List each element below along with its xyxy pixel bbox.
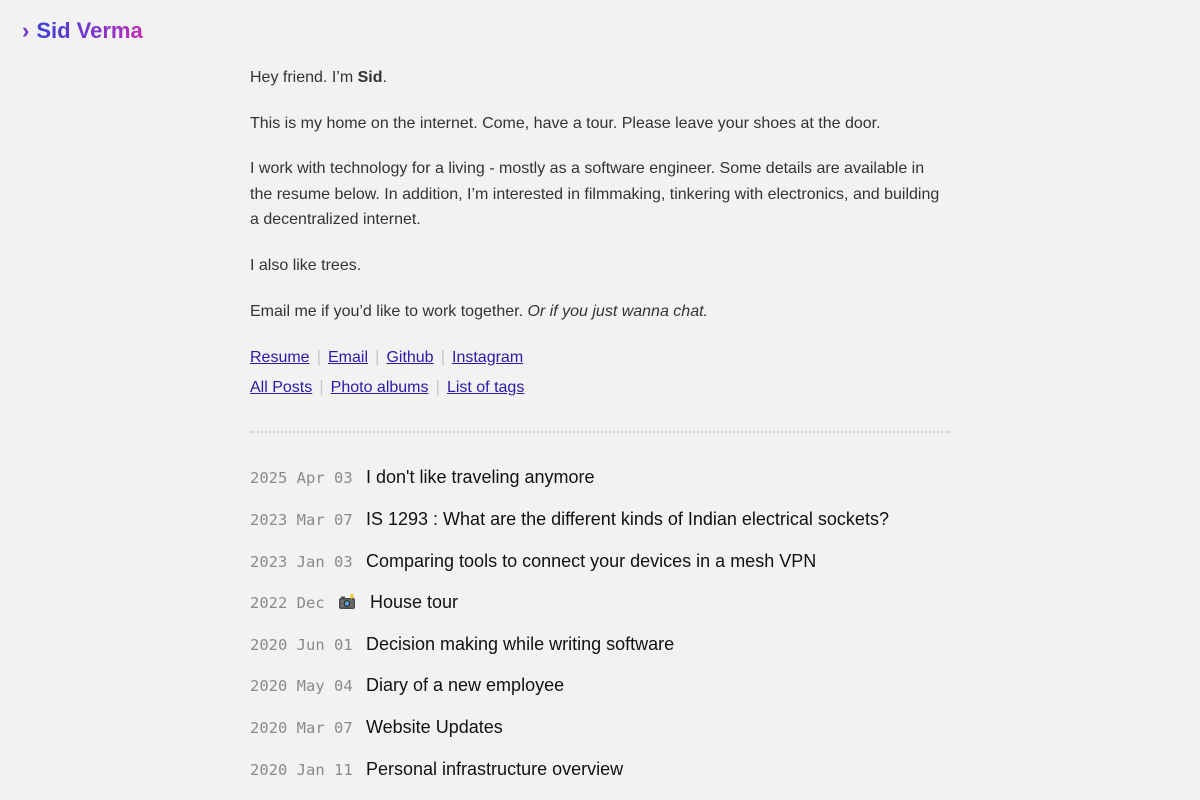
instagram-link[interactable]: Instagram xyxy=(452,349,524,366)
link-separator: | xyxy=(375,347,380,366)
greeting-name: Sid xyxy=(357,69,383,86)
email-plain-text: Email me if you’d like to work together. xyxy=(250,303,528,320)
post-title-link[interactable]: Comparing tools to connect your devices in a mesh VPN xyxy=(366,551,817,571)
post-date: 2023 Mar 07 xyxy=(250,511,353,529)
greeting-suffix: . xyxy=(382,69,387,86)
post-item xyxy=(250,717,503,738)
intro-greeting xyxy=(250,65,950,91)
link-separator: | xyxy=(435,377,440,396)
post-item xyxy=(250,675,564,696)
links-row-secondary xyxy=(250,377,524,398)
link-separator: | xyxy=(316,347,321,366)
greeting-prefix: Hey friend. I’m xyxy=(250,69,358,86)
all-posts-link[interactable]: All Posts xyxy=(250,379,313,396)
intro-home-text: This is my home on the internet. Come, have a tour. Please leave your shoes at the door. xyxy=(250,115,881,132)
post-title-link[interactable]: I don't like traveling anymore xyxy=(366,467,595,487)
camera-flash-icon xyxy=(338,594,358,613)
post-date: 2023 Jan 03 xyxy=(250,553,353,571)
post-item xyxy=(250,467,595,488)
email-italic-text: Or if you just wanna chat. xyxy=(527,303,708,320)
post-item xyxy=(250,551,816,572)
post-title-link[interactable]: IS 1293 : What are the different kinds of Indian electrical sockets? xyxy=(366,509,889,529)
post-title-link[interactable]: Website Updates xyxy=(366,717,503,737)
links-row-primary xyxy=(250,347,523,368)
post-date: 2020 Jan 11 xyxy=(250,761,353,779)
link-separator: | xyxy=(319,377,324,396)
site-title-link[interactable] xyxy=(22,18,143,44)
post-title-link[interactable]: Decision making while writing software xyxy=(366,634,675,654)
post-date: 2022 Dec xyxy=(250,594,325,612)
post-item xyxy=(250,592,458,613)
section-divider xyxy=(250,431,950,433)
post-date: 2020 May 04 xyxy=(250,677,353,695)
link-separator: | xyxy=(440,347,445,366)
photo-albums-link[interactable]: Photo albums xyxy=(330,379,429,396)
post-title-link[interactable]: House tour xyxy=(370,592,459,612)
email-link[interactable]: Email xyxy=(328,349,369,366)
post-item xyxy=(250,634,674,655)
post-date: 2020 Jun 01 xyxy=(250,636,353,654)
camera-flash-icon-svg xyxy=(338,594,356,610)
post-date: 2020 Mar 07 xyxy=(250,719,353,737)
github-link[interactable]: Github xyxy=(386,349,434,366)
post-item xyxy=(250,759,623,780)
resume-link[interactable]: Resume xyxy=(250,349,310,366)
list-of-tags-link[interactable]: List of tags xyxy=(446,379,525,396)
intro-trees-text: I also like trees. xyxy=(250,257,362,274)
post-title-link[interactable]: Diary of a new employee xyxy=(366,675,565,695)
post-item xyxy=(250,509,889,530)
intro-work-text: I work with technology for a living - mostly as a software engineer. Some details are available in the resume below. In addition, I’m interested in filmmaking, tinkering with electronics, and building a decentralized internet. xyxy=(250,160,940,228)
intro-email-text xyxy=(250,299,950,325)
chevron-right-icon: › xyxy=(22,18,30,43)
post-date: 2025 Apr 03 xyxy=(250,469,353,487)
post-title-link[interactable]: Personal infrastructure overview xyxy=(366,759,624,779)
site-name: Sid Verma xyxy=(36,18,143,43)
